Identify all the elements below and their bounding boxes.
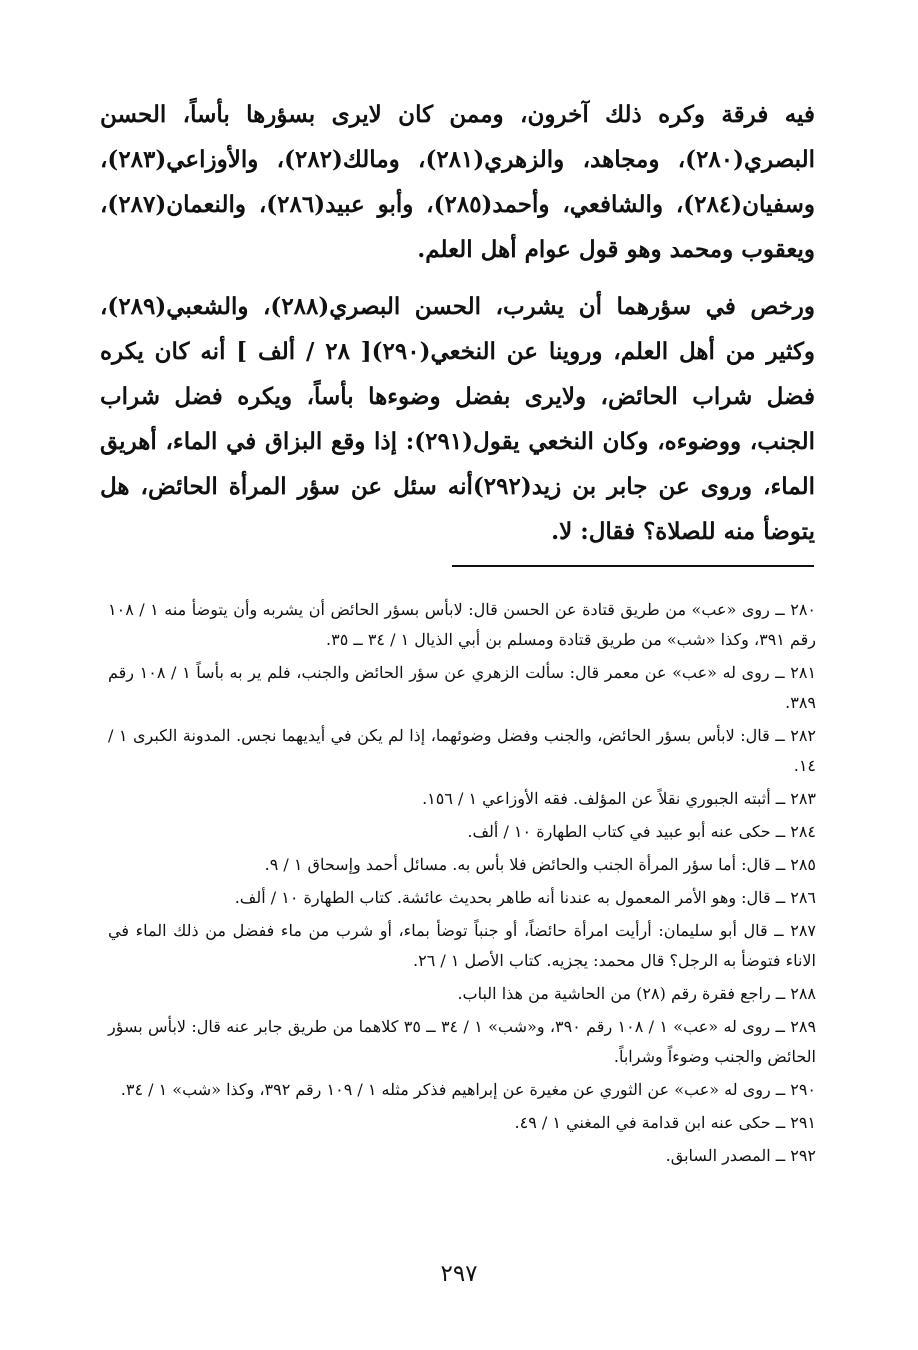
footnote-286: ٢٨٦ ــ قال: وهو الأمر المعمول به عندنا أنه طاهر بحديث عائشة. كتاب الطهارة ١٠ / ألف. <box>234 888 816 907</box>
footnote-282: ٢٨٢ ــ قال: لابأس بسؤر الحائض، والجنب وفضل وضوئهما، إذا لم يكن في أيديهما نجس. المدونة الكبرى ١ / ١٤. <box>108 726 816 775</box>
footnote-288: ٢٨٨ ــ راجع فقرة رقم (٢٨) من الحاشية من هذا الباب. <box>457 984 816 1003</box>
page-number: ٢٩٧ <box>440 1261 478 1287</box>
footnote-283: ٢٨٣ ــ أثبته الجبوري نقلاً عن المؤلف. فقه الأوزاعي ١ / ١٥٦. <box>422 789 816 808</box>
main-text <box>100 92 815 554</box>
footnote-280: ٢٨٠ ــ روى «عب» من طريق قتادة عن الحسن قال: لابأس بسؤر الحائض أن يشربه وأن يتوضأ منه ١ / ١٠٨ رقم ٣٩١، وكذا «شب» من طريق قتادة ومسلم بن أبي الذيال ١ / ٣٤ ــ ٣٥. <box>108 600 816 649</box>
footnote-285: ٢٨٥ ــ قال: أما سؤر المرأة الجنب والحائض فلا بأس به. مسائل أحمد وإسحاق ١ / ٩. <box>264 855 816 874</box>
footnote-284: ٢٨٤ ــ حكى عنه أبو عبيد في كتاب الطهارة ١٠ / ألف. <box>467 822 816 841</box>
footnote-287: ٢٨٧ ــ قال أبو سليمان: أرأيت امرأة حائضاً، أو جنباً توضأ بماء، أو شرب من ماء ففضل من ذلك الماء في الاناء فتوضأ به الرجل؟ قال محمد: يجزيه. كتاب الأصل ١ / ٢٦. <box>108 921 816 970</box>
footnote-292: ٢٩٢ ــ المصدر السابق. <box>665 1146 816 1165</box>
footnotes <box>108 595 816 1174</box>
main-paragraph-2: ورخص في سؤرهما أن يشرب، الحسن البصري(٢٨٨)، والشعبي(٢٨٩)، وكثير من أهل العلم، وروينا عن النخعي(٢٩٠)[ ٢٨ / ألف ] أنه كان يكره فضل شراب الحائض، ولايرى بفضل وضوءها بأساً، ويكره فضل شراب الجنب، ووضوءه، وكان النخعي يقول(٢٩١): إذا وقع البزاق في الماء، أهريق الماء، وروى عن جابر بن زيد(٢٩٢)أنه سئل عن سؤر المرأة الحائض، هل يتوضأ منه للصلاة؟ فقال: لا. <box>100 293 815 545</box>
footnote-290: ٢٩٠ ــ روى له «عب» عن الثوري عن مغيرة عن إبراهيم فذكر مثله ١ / ١٠٩ رقم ٣٩٢، وكذا «شب» ١ / ٣٤. <box>120 1080 816 1099</box>
footnote-divider <box>452 565 814 567</box>
footnote-281: ٢٨١ ــ روى له «عب» عن معمر قال: سألت الزهري عن سؤر الحائض والجنب، فلم ير به بأساً ١ / ١٠٨ رقم ٣٨٩. <box>108 663 817 712</box>
footnote-291: ٢٩١ ــ حكى عنه ابن قدامة في المغني ١ / ٤٩. <box>514 1113 816 1132</box>
footnote-289: ٢٨٩ ــ روى له «عب» ١ / ١٠٨ رقم ٣٩٠، و«شب» ١ / ٣٤ ــ ٣٥ كلاهما من طريق جابر عنه قال: لابأس بسؤر الحائض والجنب وضوءاً وشراباً. <box>108 1017 817 1066</box>
main-paragraph-1: فيه فرقة وكره ذلك آخرون، وممن كان لايرى بسؤرها بأساً، الحسن البصري(٢٨٠)، ومجاهد، والزهري(٢٨١)، ومالك(٢٨٢)، والأوزاعي(٢٨٣)، وسفيان(٢٨٤)، والشافعي، وأحمد(٢٨٥)، وأبو عبيد(٢٨٦)، والنعمان(٢٨٧)، ويعقوب ومحمد وهو قول عوام أهل العلم. <box>100 101 815 263</box>
